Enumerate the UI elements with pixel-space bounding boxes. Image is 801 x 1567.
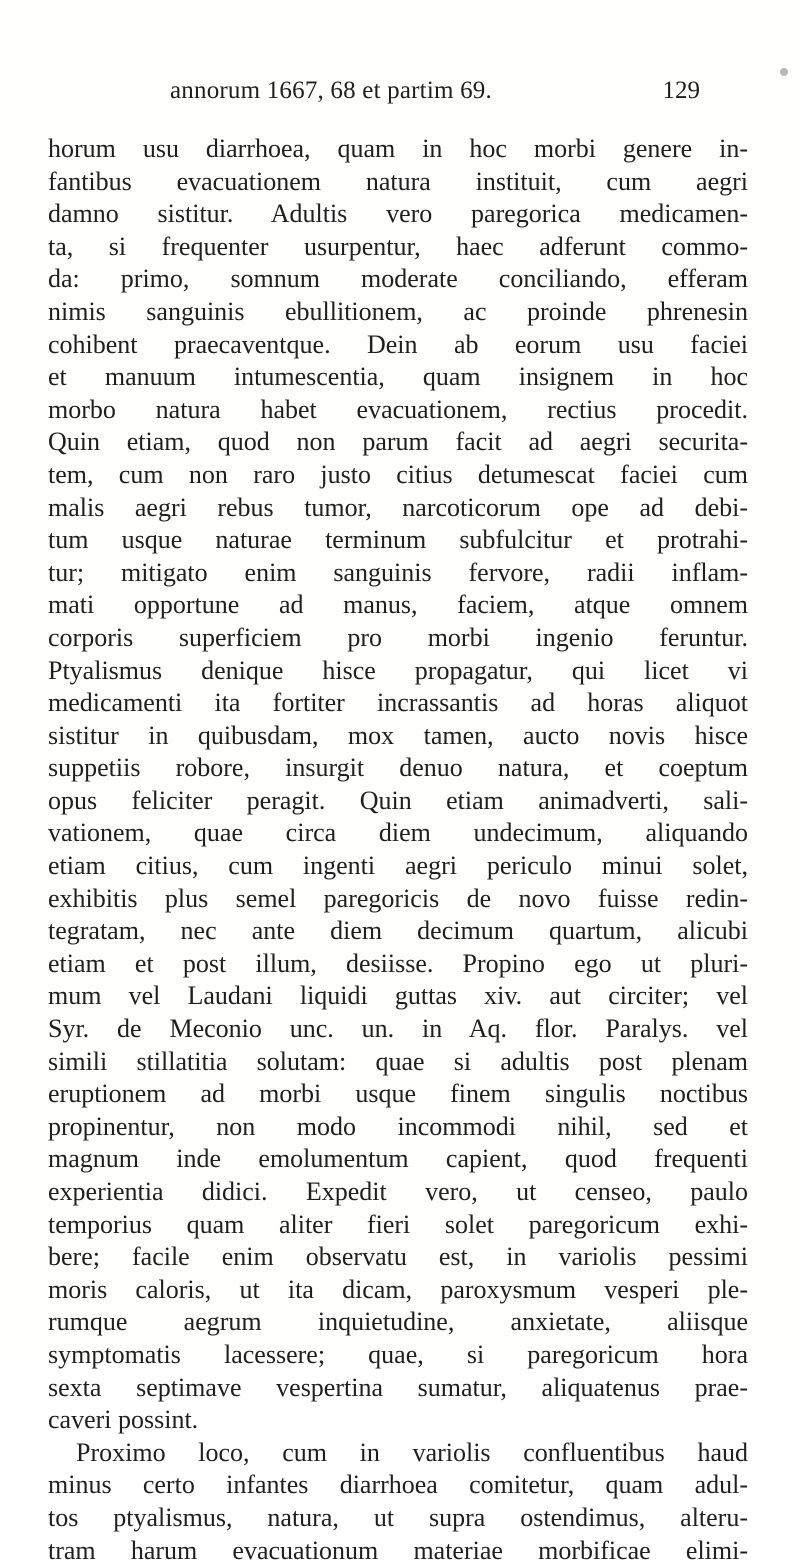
text-line: tram harum evacuationum materiae morbificae elimi- xyxy=(48,1535,748,1565)
text-line: sexta septimave vespertina sumatur, aliquatenus prae- xyxy=(48,1372,748,1402)
text-line: tos ptyalismus, natura, ut supra ostendimus, alteru- xyxy=(48,1502,748,1532)
text-line: nimis sanguinis ebullitionem, ac proinde phrenesin xyxy=(48,296,748,326)
text-line: Ptyalismus denique hisce propagatur, qui licet vi xyxy=(48,655,748,685)
text-line: rumque aegrum inquietudine, anxietate, aliisque xyxy=(48,1307,748,1337)
text-line: bere; facile enim observatu est, in variolis pessimi xyxy=(48,1242,748,1272)
text-line: ta, si frequenter usurpentur, haec adferunt commo- xyxy=(48,231,748,261)
text-line: eruptionem ad morbi usque finem singulis noctibus xyxy=(48,1079,748,1109)
text-line: tegratam, nec ante diem decimum quartum, alicubi xyxy=(48,916,748,946)
ink-speck xyxy=(780,68,788,76)
running-head: annorum 1667, 68 et partim 69. xyxy=(170,77,492,104)
text-line: medicamenti ita fortiter incrassantis ad horas aliquot xyxy=(48,688,748,718)
text-line: horum usu diarrhoea, quam in hoc morbi genere in- xyxy=(48,134,748,163)
text-line: damno sistitur. Adultis vero paregorica medicamen- xyxy=(48,199,748,229)
text-line: da: primo, somnum moderate conciliando, efferam xyxy=(48,264,748,294)
text-line: Quin etiam, quod non parum facit ad aegri securita- xyxy=(48,427,748,457)
text-line: cohibent praecaventque. Dein ab eorum usu faciei xyxy=(48,329,748,359)
text-line: opus feliciter peragit. Quin etiam animadverti, sali- xyxy=(48,785,748,815)
text-line: fantibus evacuationem natura instituit, cum aegri xyxy=(48,166,748,196)
text-line: corporis superficiem pro morbi ingenio feruntur. xyxy=(48,622,748,652)
text-line: etiam et post illum, desiisse. Propino ego ut pluri- xyxy=(48,948,748,978)
text-line: temporius quam aliter fieri solet paregoricum exhi- xyxy=(48,1209,748,1239)
text-line: etiam citius, cum ingenti aegri periculo minui solet, xyxy=(48,851,748,881)
text-line: morbo natura habet evacuationem, rectius procedit. xyxy=(48,394,748,424)
text-line: tem, cum non raro justo citius detumescat faciei cum xyxy=(48,459,748,489)
text-line: experientia didici. Expedit vero, ut censeo, paulo xyxy=(48,1177,748,1206)
page-number: 129 xyxy=(662,77,700,104)
text-line-paragraph-end: caveri possint. xyxy=(48,1405,199,1435)
text-line: malis aegri rebus tumor, narcoticorum ope ad debi- xyxy=(48,492,748,522)
text-line: mati opportune ad manus, faciem, atque omnem xyxy=(48,590,748,620)
text-line: suppetiis robore, insurgit denuo natura, et coeptum xyxy=(48,753,748,783)
text-line: exhibitis plus semel paregoricis de novo fuisse redin- xyxy=(48,883,748,913)
text-line: moris caloris, ut ita dicam, paroxysmum vesperi ple- xyxy=(48,1274,748,1304)
text-line: Syr. de Meconio unc. un. in Aq. flor. Paralys. vel xyxy=(48,1014,748,1044)
page-header xyxy=(170,77,700,111)
text-line: mum vel Laudani liquidi guttas xiv. aut circiter; vel xyxy=(48,981,748,1011)
body-text xyxy=(48,133,748,1567)
text-line: symptomatis lacessere; quae, si paregoricum hora xyxy=(48,1339,748,1369)
text-line: sistitur in quibusdam, mox tamen, aucto novis hisce xyxy=(48,720,748,750)
text-line: propinentur, non modo incommodi nihil, sed et xyxy=(48,1111,748,1141)
text-line-paragraph-start: Proximo loco, cum in variolis confluentibus haud xyxy=(76,1437,748,1467)
text-line: tur; mitigato enim sanguinis fervore, radii inflam- xyxy=(48,557,748,587)
text-line: vationem, quae circa diem undecimum, aliquando xyxy=(48,818,748,848)
text-line: minus certo infantes diarrhoea comitetur, quam adul- xyxy=(48,1470,748,1500)
text-line: et manuum intumescentia, quam insignem in hoc xyxy=(48,362,748,392)
text-line: simili stillatitia solutam: quae si adultis post plenam xyxy=(48,1046,748,1076)
text-line: magnum inde emolumentum capient, quod frequenti xyxy=(48,1144,748,1174)
text-line: tum usque naturae terminum subfulcitur et protrahi- xyxy=(48,525,748,555)
